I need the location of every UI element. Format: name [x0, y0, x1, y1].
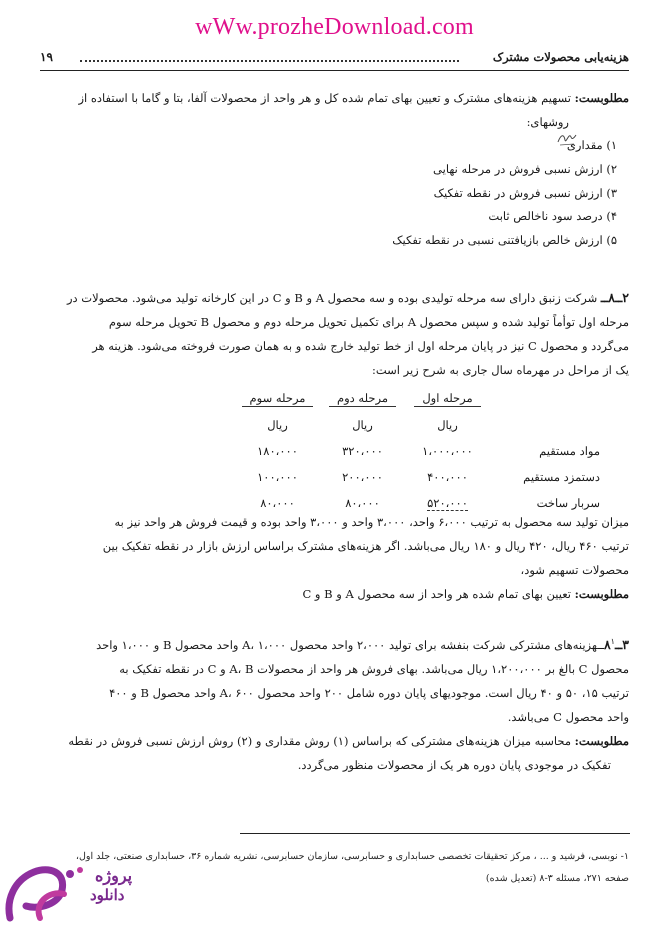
table-row: [235, 438, 600, 464]
table-cell: ۵۲۰،۰۰۰: [427, 496, 468, 510]
problem-line: می‌گردد و محصول C نیز در پایان مرحله اول از خط تولید خارج شده و به همان صورت فروخته می‌شود. هزینه هر: [92, 339, 629, 353]
unit-cell: ریال: [352, 418, 373, 432]
header-dot-leader: [80, 54, 459, 62]
problem-line: ترتیب ۱۵، ۵۰ و ۴۰ ریال است. موجودیهای پایان دوره شامل ۲۰۰ واحد محصول A، ۶۰۰ واحد محصول B و ۴۰۰: [109, 685, 629, 700]
table-unit-row: [235, 412, 600, 438]
table-cell: ۴۰۰،۰۰۰: [427, 470, 468, 484]
problem-8-2: [30, 286, 629, 382]
column-header: مرحله دوم: [329, 391, 396, 407]
method-item: ۴) درصد سود ناخالص ثابت: [488, 209, 617, 224]
method-item: ۳) ارزش نسبی فروش در نقطه تفکیک: [433, 185, 617, 200]
row-label: دستمزد مستقیم: [523, 470, 600, 484]
problem-8-2-continued: [30, 510, 629, 606]
footnote-mark: ۱: [610, 637, 615, 646]
table-cell: ۲۰۰،۰۰۰: [342, 470, 383, 484]
logo-text: دانلود: [90, 886, 125, 904]
footnote-line: ۱- نوبسی، فرشید و ... ، مرکز تحقیقات تخصصی حسابداری و حسابرسی، سازمان حسابرسی، نشریه شماره ۳۶، حسابداری صنعتی، جلد اول،: [75, 851, 629, 862]
cost-table: [235, 386, 600, 516]
table-cell: ۳۲۰،۰۰۰: [342, 444, 383, 458]
table-row: [235, 464, 600, 490]
table-cell: ۸۰،۰۰۰: [345, 496, 380, 510]
required-text: محاسبه میزان هزینه‌های مشترکی که براساس (۱) روش مقداری و (۲) روش ارزش نسبی فروش در نقطه: [68, 733, 575, 748]
table-header-row: [235, 386, 600, 412]
unit-cell: ریال: [267, 418, 288, 432]
methods-list: [217, 134, 617, 253]
watermark-url: wWw.prozheDownload.com: [195, 14, 474, 40]
page-header: [40, 50, 629, 68]
handwritten-mark: [556, 128, 578, 148]
section1-required: [30, 86, 629, 134]
method-item: ۵) ارزش خالص بازیافتنی نسبی در نقطه تفکیک: [392, 233, 617, 248]
row-label: مواد مستقیم: [539, 444, 600, 458]
column-header: مرحله اول: [414, 391, 480, 407]
problem-line: محصولات تسهیم شود،: [520, 563, 629, 577]
problem-line: محصول C بالغ بر ۱،۲۰۰،۰۰۰ ریال می‌باشد. بهای فروش هر واحد از محصولات A، B و C در نقطه تفکیک به: [119, 661, 629, 676]
required-label: مطلوبست:: [574, 587, 629, 601]
table-cell: ۱،۰۰۰،۰۰۰: [422, 444, 473, 458]
problem-number: ۲ــ۸ــ: [600, 290, 629, 305]
required-text: تفکیک در موجودی پایان دوره هر یک از محصولات منظور می‌گردد.: [297, 757, 611, 772]
logo-text: پروژه: [95, 866, 133, 885]
required-text: تسهیم هزینه‌های مشترک و تعیین بهای تمام شده کل و هر واحد از محصولات آلفا، بتا و گاما با استفاده از: [78, 91, 575, 105]
running-title: هزینه‌یابی محصولات مشترک: [492, 50, 629, 64]
method-item: ۲) ارزش نسبی فروش در مرحله نهایی: [433, 161, 617, 176]
problem-line: یک از مراحل در مهرماه سال جاری به شرح زیر است:: [371, 363, 629, 377]
row-label: سربار ساخت: [536, 496, 600, 510]
table-cell: ۱۰۰،۰۰۰: [257, 470, 298, 484]
required-label: مطلوبست:: [574, 733, 629, 748]
page-number: ۱۹: [40, 50, 53, 64]
problem-number: ۳ــ۸: [603, 636, 629, 652]
table-cell: ۸۰،۰۰۰: [260, 496, 295, 510]
footnote-line: صفحه ۲۷۱، مسئله ۳-۸ (تعدیل شده): [485, 873, 629, 884]
required-label: مطلوبست:: [574, 91, 629, 105]
footnote-rule: [240, 833, 630, 834]
problem-line: واحد محصول C می‌باشد.: [507, 709, 629, 724]
problem-line: ــهزینه‌های مشترکی شرکت بنفشه برای تولید ۲،۰۰۰ واحد محصول A، ۱،۰۰۰ واحد محصول B و ۱،۰۰۰ واحد: [96, 637, 604, 652]
column-header: مرحله سوم: [242, 391, 314, 407]
problem-line: شرکت زنبق دارای سه مرحله تولیدی بوده و سه محصول A و B و C در این کارخانه تولید می‌شود. محصولات در: [66, 291, 598, 305]
problem-line: مرحله اول توأماً تولید شده و سپس محصول A برای تکمیل تحویل مرحله دوم و محصول B تحویل مرحله سوم: [108, 315, 629, 329]
methods-intro: روشهای:: [526, 115, 569, 129]
unit-cell: ریال: [437, 418, 458, 432]
header-rule: [40, 70, 629, 71]
problem-line: ترتیب ۴۶۰ ریال، ۴۲۰ ریال و ۱۸۰ ریال می‌باشد. اگر هزینه‌های مشترک براساس ارزش بازار در نقطه تفکیک بین: [102, 539, 629, 553]
table-cell: ۱۸۰،۰۰۰: [257, 444, 298, 458]
method-item: ۱) مقداری: [566, 138, 617, 152]
problem-line: میزان تولید سه محصول به ترتیب ۶،۰۰۰ واحد، ۳،۰۰۰ واحد و ۳،۰۰۰ واحد بوده و قیمت فروش هر واحد نیز به: [114, 515, 629, 529]
problem-8-3: [30, 630, 629, 777]
required-text: تعیین بهای تمام شده هر واحد از سه محصول A و B و C: [302, 587, 575, 601]
